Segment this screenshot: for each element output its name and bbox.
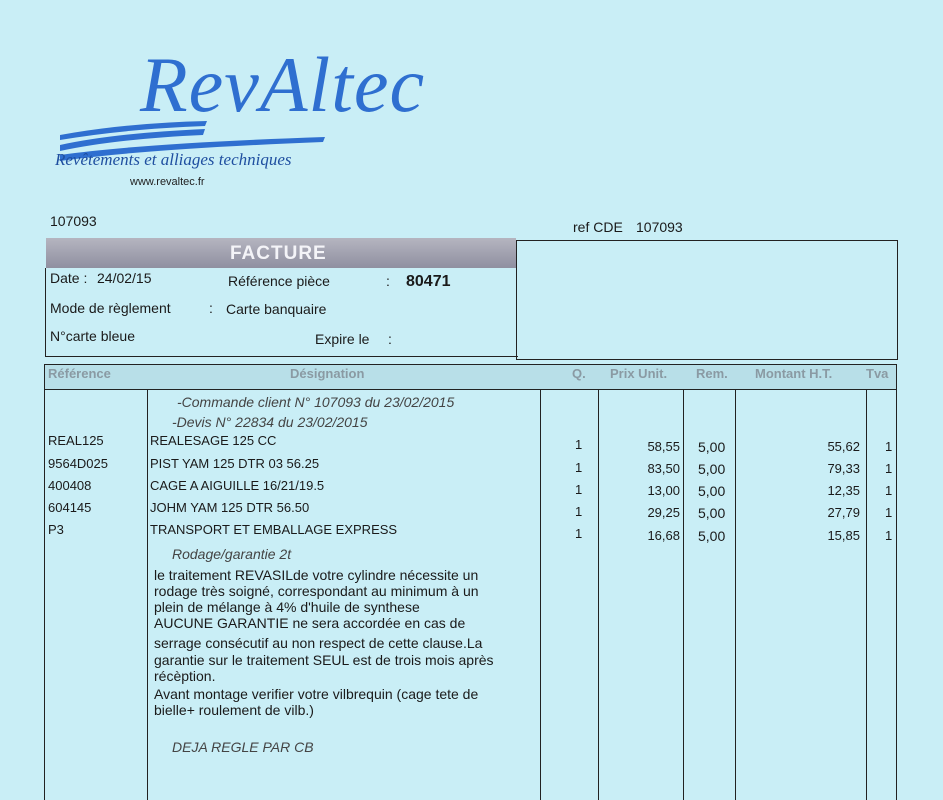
date-label: Date : [50,270,88,286]
row-amount: 79,33 [827,461,860,476]
address-box-underline-right [828,359,896,360]
row-vat: 1 [885,505,893,520]
row-qty: 1 [575,437,583,452]
ref-cde-value: 107093 [636,219,683,235]
note-line: bielle+ roulement de vilb.) [154,702,314,718]
ref-piece-colon: : [386,273,390,289]
client-number: 107093 [50,213,97,229]
row-unit-price: 16,68 [647,528,680,543]
ref-piece-value: 80471 [406,273,451,290]
row-amount: 27,79 [827,505,860,520]
company-tagline: Revêtements et alliages techniques [55,150,292,169]
row-unit-price: 29,25 [647,505,680,520]
col-header-vat: Tva [866,366,889,381]
row-qty: 1 [575,482,583,497]
col-header-amount: Montant H.T. [755,366,833,381]
company-website: www.revaltec.fr [130,176,205,188]
row-designation: CAGE A AIGUILLE 16/21/19.5 [150,478,325,493]
payment-value: Carte banquaire [226,301,327,317]
expire-colon: : [388,331,392,347]
row-designation: PIST YAM 125 DTR 03 56.25 [150,456,320,471]
row-amount: 12,35 [827,483,860,498]
row-discount: 5,00 [698,528,726,544]
row-vat: 1 [885,483,893,498]
note-line: Avant montage verifier votre vilbrequin (cage tete de [154,686,479,702]
col-header-designation: Désignation [290,366,365,381]
note-line: récèption. [154,668,216,684]
address-box-underline [516,359,641,360]
ref-cde-label: ref CDE [573,219,623,235]
row-ref: P3 [48,522,64,537]
card-label: N°carte bleue [50,328,135,344]
row-discount: 5,00 [698,483,726,499]
table-header-border [44,389,896,390]
note-line: rodage très soigné, correspondant au minimum à un [154,583,479,599]
row-vat: 1 [885,461,893,476]
expire-label: Expire le [315,331,370,347]
paid-note: DEJA REGLE PAR CB [172,739,314,755]
col-line-price [683,389,684,800]
company-logo-name: RevAltec [140,41,426,128]
col-line-desig [540,389,541,800]
invoice-title: FACTURE [230,243,327,264]
row-ref: 400408 [48,478,92,493]
note-line: serrage consécutif au non respect de cette clause.La [154,635,483,651]
col-line-qty [598,389,599,800]
row-amount: 55,62 [827,439,860,454]
col-header-qty: Q. [572,366,586,381]
col-line-ref [147,389,148,800]
row-designation: REALESAGE 125 CC [150,433,277,448]
row-unit-price: 83,50 [647,461,680,476]
row-designation: TRANSPORT ET EMBALLAGE EXPRESS [150,522,398,537]
table-top-border [44,364,896,365]
note-line: garantie sur le traitement SEUL est de trois mois après [154,652,494,668]
note-line: plein de mélange à 4% d'huile de synthese [154,599,420,615]
rodage-title: Rodage/garantie 2t [172,546,292,562]
col-header-unit-price: Prix Unit. [610,366,668,381]
row-discount: 5,00 [698,505,726,521]
col-line-amount [866,389,867,800]
row-qty: 1 [575,526,583,541]
row-unit-price: 13,00 [647,483,680,498]
order-line: -Commande client N° 107093 du 23/02/2015 [177,394,455,410]
address-box [516,240,898,360]
row-vat: 1 [885,528,893,543]
row-qty: 1 [575,460,583,475]
col-line-rem [735,389,736,800]
row-ref: 9564D025 [48,456,108,471]
row-discount: 5,00 [698,439,726,455]
row-ref: 604145 [48,500,92,515]
row-designation: JOHM YAM 125 DTR 56.50 [150,500,310,515]
ref-piece-label: Référence pièce [228,273,330,289]
row-discount: 5,00 [698,461,726,477]
col-line-left [44,364,45,800]
row-qty: 1 [575,504,583,519]
note-line: AUCUNE GARANTIE ne sera accordée en cas de [154,615,466,631]
row-vat: 1 [885,439,893,454]
payment-label: Mode de règlement [50,300,171,316]
row-amount: 15,85 [827,528,860,543]
row-unit-price: 58,55 [647,439,680,454]
payment-colon: : [209,300,213,316]
col-header-discount: Rem. [696,366,728,381]
note-line: le traitement REVASILde votre cylindre nécessite un [154,567,479,583]
date-value: 24/02/15 [97,270,152,286]
col-line-right [896,364,897,800]
quote-line: -Devis N° 22834 du 23/02/2015 [172,414,368,430]
row-ref: REAL125 [48,433,104,448]
col-header-reference: Référence [48,366,111,381]
